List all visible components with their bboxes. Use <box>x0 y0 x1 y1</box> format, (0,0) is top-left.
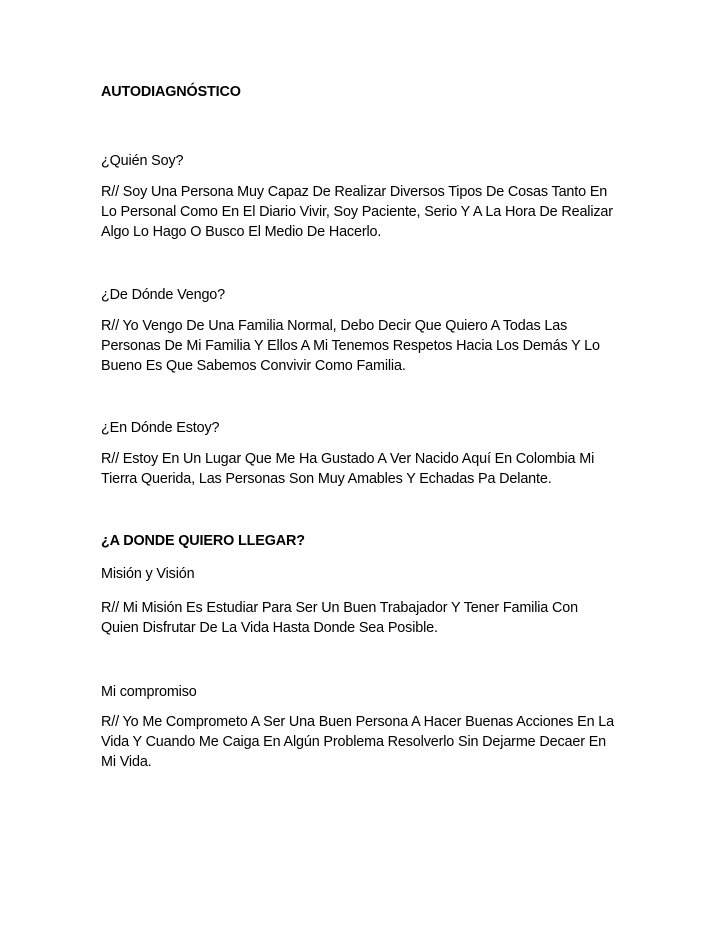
document-title: AUTODIAGNÓSTICO <box>101 84 241 100</box>
answer-line: Algo Lo Hago O Busco El Medio De Hacerlo. <box>101 224 382 240</box>
mission-line: Quien Disfrutar De La Vida Hasta Donde Sea Posible. <box>101 620 438 636</box>
answer-line: Personas De Mi Familia Y Ellos A Mi Tenemos Respetos Hacia Los Demás Y Lo <box>101 338 600 354</box>
answer-line: R// Soy Una Persona Muy Capaz De Realizar Diversos Tipos De Cosas Tanto En <box>101 184 608 200</box>
commitment-line: Mi Vida. <box>101 754 152 770</box>
document-page <box>101 0 661 943</box>
commitment-line: R// Yo Me Comprometo A Ser Una Buen Persona A Hacer Buenas Acciones En La <box>101 714 615 730</box>
answer-line: R// Yo Vengo De Una Familia Normal, Debo Decir Que Quiero A Todas Las <box>101 318 568 334</box>
question-where-am-i: ¿En Dónde Estoy? <box>101 420 220 436</box>
question-who-am-i: ¿Quién Soy? <box>101 153 184 169</box>
answer-line: Bueno Es Que Sabemos Convivir Como Familia. <box>101 358 406 374</box>
question-where-from: ¿De Dónde Vengo? <box>101 287 226 303</box>
answer-line: Lo Personal Como En El Diario Vivir, Soy Paciente, Serio Y A La Hora De Realizar <box>101 204 613 220</box>
mission-label: Misión y Visión <box>101 566 195 582</box>
mission-line: R// Mi Misión Es Estudiar Para Ser Un Buen Trabajador Y Tener Familia Con <box>101 600 578 616</box>
commitment-line: Vida Y Cuando Me Caiga En Algún Problema Resolverlo Sin Dejarme Decaer En <box>101 734 607 750</box>
goal-heading: ¿A DONDE QUIERO LLEGAR? <box>101 533 305 549</box>
answer-line: Tierra Querida, Las Personas Son Muy Amables Y Echadas Pa Delante. <box>101 471 552 487</box>
commitment-label: Mi compromiso <box>101 684 197 700</box>
answer-line: R// Estoy En Un Lugar Que Me Ha Gustado A Ver Nacido Aquí En Colombia Mi <box>101 451 595 467</box>
